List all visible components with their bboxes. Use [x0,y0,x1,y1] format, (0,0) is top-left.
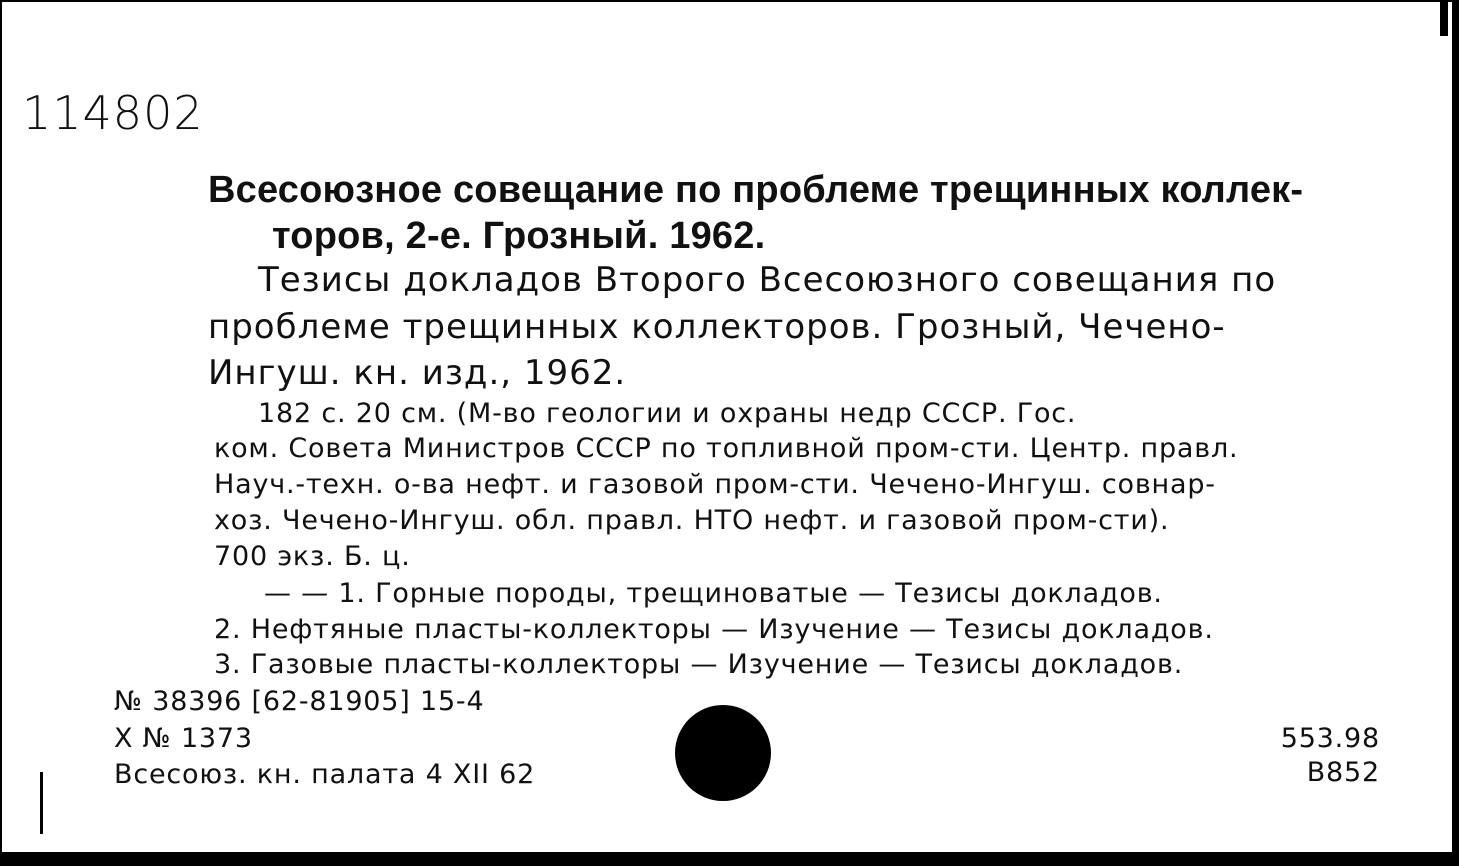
heading-line-2: торов, 2-е. Грозный. 1962. [272,215,766,257]
heading-line-1: Всесоюзное совещание по проблеме трещинных коллек- [208,169,1304,211]
title-line-1: Тезисы докладов Второго Всесоюзного совещания по [258,260,1277,300]
author-mark: В852 [1306,757,1380,788]
subject-line-3: 3. Газовые пласты-коллекторы — Изучение — Тезисы докладов. [214,649,1184,680]
handwritten-card-number: 114802 [22,86,204,140]
footer-left-line-2: Х № 1373 [114,723,253,754]
collation-line-4: хоз. Чечено-Ингуш. обл. правл. НТО нефт. и газовой пром-сти). [214,505,1170,536]
subject-line-2: 2. Нефтяные пласты-коллекторы — Изучение — Тезисы докладов. [214,614,1214,645]
catalog-card [2,2,1452,852]
edge-mark [1440,2,1448,36]
margin-pencil-mark [40,772,43,834]
collation-line-2: ком. Совета Министров СССР по топливной пром-сти. Центр. правл. [214,433,1239,464]
subject-line-1: — — 1. Горные породы, трещиноватые — Тезисы докладов. [264,578,1163,609]
footer-left-line-3: Всесоюз. кн. палата 4 XII 62 [114,759,536,790]
title-line-3: Ингуш. кн. изд., 1962. [208,353,627,393]
collation-line-3: Науч.-техн. о-ва нефт. и газовой пром-сти. Чечено-Ингуш. совнар- [214,469,1216,500]
collation-line-5: 700 экз. Б. ц. [214,541,411,572]
punched-hole-dot [675,705,771,801]
collation-line-1: 182 с. 20 см. (М-во геологии и охраны недр СССР. Гос. [258,398,1077,429]
classification-code: 553.98 [1280,723,1380,754]
title-line-2: проблеме трещинных коллекторов. Грозный, Чечено- [208,307,1226,347]
footer-left-line-1: № 38396 [62-81905] 15-4 [114,686,485,717]
